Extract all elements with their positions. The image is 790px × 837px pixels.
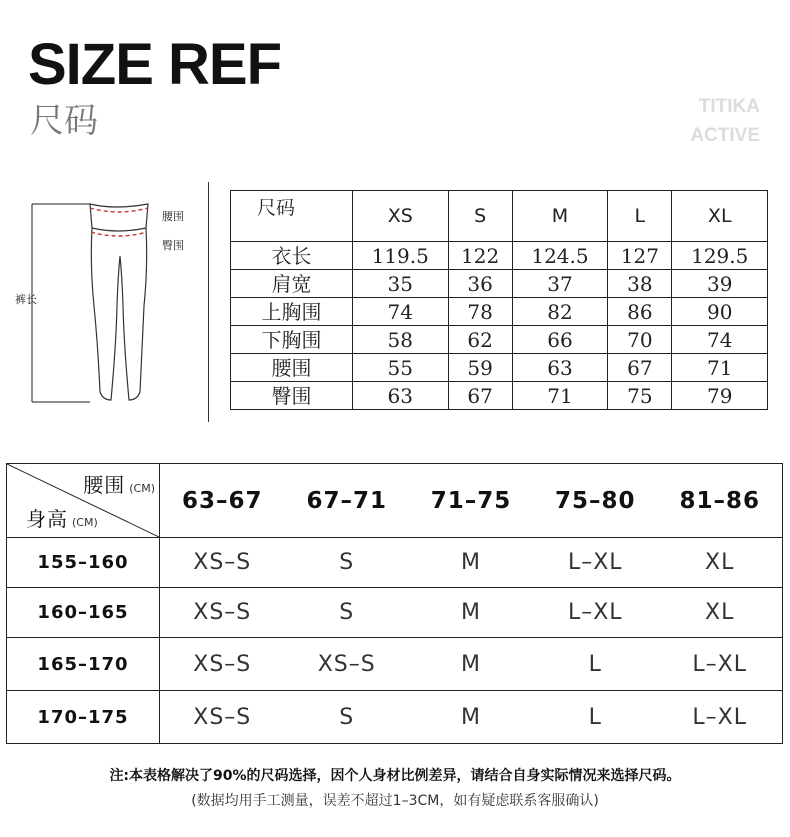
table-cell: 37 [512, 270, 608, 298]
label-length: 裤长 [15, 293, 37, 306]
table-cell: 66 [512, 326, 608, 354]
table-row [7, 588, 783, 638]
table-cell: 71 [672, 354, 768, 382]
size-table [230, 190, 768, 410]
table-cell: L–XL [533, 588, 657, 638]
label-waist: 腰围 [162, 210, 184, 223]
table-cell: 70 [608, 326, 672, 354]
table-cell: 86 [608, 298, 672, 326]
table-row [231, 270, 768, 298]
table-cell: L–XL [657, 638, 782, 691]
table-cell: 75 [608, 382, 672, 410]
size-header-cell: XL [672, 191, 768, 242]
table-cell: XS–S [160, 638, 285, 691]
footer-note: 注:本表格解决了90%的尺码选择，因个人身材比例差异，请结合自身实际情况来选择尺码。 [109, 768, 681, 784]
row-label: 肩宽 [231, 270, 353, 298]
table-row [231, 354, 768, 382]
table-cell: 124.5 [512, 242, 608, 270]
row-label: 臀围 [231, 382, 353, 410]
table-cell: M [409, 691, 533, 744]
size-header-cell: S [448, 191, 512, 242]
table-cell: L [533, 691, 657, 744]
table-cell: 122 [448, 242, 512, 270]
table-cell: XL [657, 588, 782, 638]
waist-range-header: 63–67 [160, 464, 285, 538]
table-row [7, 638, 783, 691]
corner-waist-text: 腰围 [83, 473, 126, 497]
table-cell: 90 [672, 298, 768, 326]
leggings-diagram [10, 196, 200, 411]
table-cell: 127 [608, 242, 672, 270]
table-cell: 74 [353, 298, 449, 326]
table-cell: M [409, 638, 533, 691]
brand-line-2: ACTIVE [690, 125, 760, 146]
table-cell: 79 [672, 382, 768, 410]
size-table-header [231, 191, 768, 242]
waist-range-header: 67–71 [285, 464, 409, 538]
size-table-corner: 尺码 [231, 191, 353, 242]
table-cell: 59 [448, 354, 512, 382]
table-cell: 62 [448, 326, 512, 354]
label-hip: 臀围 [162, 239, 184, 252]
table-cell: 63 [512, 354, 608, 382]
table-cell: 38 [608, 270, 672, 298]
table-cell: 58 [353, 326, 449, 354]
size-header-cell: L [608, 191, 672, 242]
table-cell: XL [657, 538, 782, 588]
table-cell: L [533, 638, 657, 691]
height-range: 170–175 [7, 691, 160, 744]
table-cell: L–XL [657, 691, 782, 744]
footer-note-secondary: (数据均用手工测量，误差不超过1–3CM，如有疑虑联系客服确认) [191, 793, 599, 809]
table-cell: XS–S [160, 538, 285, 588]
size-header-cell: M [512, 191, 608, 242]
row-label: 上胸围 [231, 298, 353, 326]
table-cell: 36 [448, 270, 512, 298]
table-cell: 39 [672, 270, 768, 298]
size-header-cell: XS [353, 191, 449, 242]
corner-waist-label [83, 469, 155, 498]
table-cell: 119.5 [353, 242, 449, 270]
table-cell: XS–S [160, 691, 285, 744]
corner-height-unit: (CM) [72, 516, 98, 529]
table-cell: 63 [353, 382, 449, 410]
table-cell: 129.5 [672, 242, 768, 270]
table-row [231, 242, 768, 270]
corner-waist-unit: (CM) [129, 482, 155, 495]
table-cell: M [409, 588, 533, 638]
height-range: 165–170 [7, 638, 160, 691]
table-cell: 55 [353, 354, 449, 382]
table-row [231, 382, 768, 410]
fit-table-corner [7, 464, 160, 538]
table-cell: 35 [353, 270, 449, 298]
fit-table-header [7, 464, 783, 538]
waist-range-header: 81–86 [657, 464, 782, 538]
table-cell: XS–S [160, 588, 285, 638]
table-cell: 71 [512, 382, 608, 410]
table-cell: L–XL [533, 538, 657, 588]
vertical-divider [208, 182, 209, 422]
table-cell: S [285, 588, 409, 638]
leggings-illustration [10, 196, 200, 411]
corner-height-text: 身高 [26, 507, 68, 531]
table-cell: 82 [512, 298, 608, 326]
brand-logo [690, 92, 760, 150]
waist-range-header: 71–75 [409, 464, 533, 538]
table-row [7, 691, 783, 744]
waist-range-header: 75–80 [533, 464, 657, 538]
table-cell: M [409, 538, 533, 588]
height-range: 155–160 [7, 538, 160, 588]
table-cell: 67 [448, 382, 512, 410]
table-row [231, 298, 768, 326]
row-label: 下胸围 [231, 326, 353, 354]
row-label: 衣长 [231, 242, 353, 270]
table-row [231, 326, 768, 354]
table-cell: S [285, 691, 409, 744]
table-cell: S [285, 538, 409, 588]
row-label: 腰围 [231, 354, 353, 382]
table-row [7, 538, 783, 588]
fit-table [6, 463, 783, 744]
table-cell: 74 [672, 326, 768, 354]
table-cell: 67 [608, 354, 672, 382]
brand-line-1: TITIKA [698, 96, 760, 117]
page-title: SIZE REF [28, 32, 282, 97]
table-cell: XS–S [285, 638, 409, 691]
table-cell: 78 [448, 298, 512, 326]
page-subtitle: 尺码 [30, 101, 98, 141]
corner-height-label [26, 503, 98, 532]
height-range: 160–165 [7, 588, 160, 638]
